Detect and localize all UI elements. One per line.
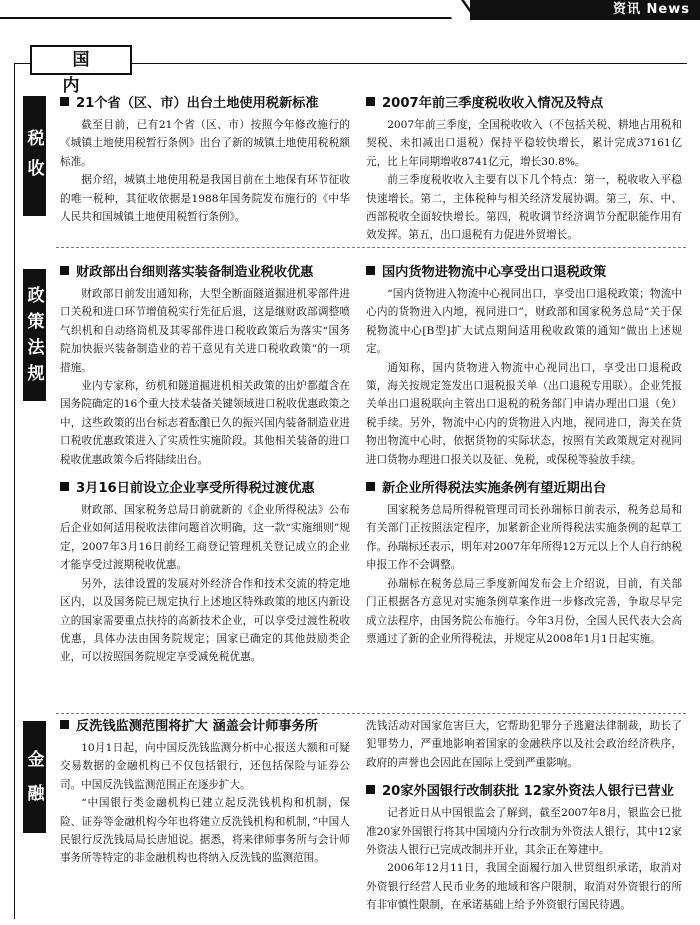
header-bar bbox=[0, 0, 700, 20]
article-anti-money-laundering bbox=[60, 717, 350, 868]
article-title-text: 2007年前三季度税收收入情况及特点 bbox=[382, 96, 604, 111]
article-paragraph: 2006年12月11日，我国全面履行加入世贸组织承诺，取消对外资银行经营人民币业务的地域和客户限制，取消对外资银行的所有非审慎性限制，在承诺基础上给予外资银行国民待遇。 bbox=[366, 862, 682, 912]
article-paragraph: 业内专家称，纺机和隧道掘进机相关政策的出炉都蕴含在国务院确定的16个重大技术装备关键领域进口税收优惠政策之中，这些政策的出台标志着酝酿已久的振兴国内装备制造业进口税收优惠政策进入了实质性实施阶段。其他相关装备的进口税收优惠政策今后将陆续出台。 bbox=[60, 380, 350, 466]
article-title bbox=[60, 717, 350, 737]
article-land-use-tax bbox=[60, 94, 350, 226]
article-paragraph-continued: 洗钱活动对国家危害巨大，它帮助犯罪分子逃避法律制裁，助长了犯罪势力，严重地影响着国家的金融秩序以及社会政治经济秩序，政府的声誉也会因此在国际上受到严重影响。 bbox=[366, 720, 682, 769]
article-paragraph: 据介绍，城镇土地使用税是我国目前在土地保有环节征收的唯一税种，其征收依据是1988年国务院发布施行的《中华人民共和国城镇土地使用税暂行条例》。 bbox=[60, 174, 350, 224]
article-title-text: 反洗钱监测范围将扩大 涵盖会计师事务所 bbox=[76, 719, 318, 734]
article-paragraph: “中国银行类金融机构已建立起反洗钱机构和机制，保险、证券等金融机构今年也将建立反洗钱机构和机制，”中国人民银行反洗钱局局长唐旭说。据悉，将来律师事务所与会计师事务所等特定的非金融机构也将纳入反洗钱的监测范围。 bbox=[60, 797, 350, 865]
section-title: 国 内 bbox=[30, 45, 132, 75]
spacer bbox=[60, 469, 350, 479]
bullet-square-icon bbox=[366, 97, 375, 106]
divider-2 bbox=[56, 713, 686, 714]
article-title-text: 新企业所得税法实施条例有望近期出台 bbox=[382, 481, 607, 497]
section-label-news: 资讯 News bbox=[470, 0, 700, 20]
article-logistics-center-export-rebate bbox=[366, 263, 682, 648]
bullet-square-icon bbox=[60, 482, 69, 491]
bullet-square-icon bbox=[366, 482, 375, 491]
article-title-text: 财政部出台细则落实装备制造业税收优惠 bbox=[76, 265, 314, 280]
article-paragraph: 记者近日从中国银监会了解到，截至2007年8月，银监会已批准20家外国银行将其中国境内分行改制为外资法人银行，其中12家外资法人银行已完成改制并开业，其余正在筹建中。 bbox=[366, 807, 682, 857]
category-label-policy bbox=[23, 269, 46, 401]
divider-1 bbox=[56, 247, 686, 248]
article-paragraph: 截至目前，已有21个省（区、市）按照今年修改施行的《城镇土地使用税暂行条例》出台了新的城镇土地使用税税额标准。 bbox=[60, 119, 350, 168]
article-title bbox=[366, 263, 682, 283]
category-finance-text: 金融 bbox=[27, 750, 45, 804]
article-paragraph: 财政部、国家税务总局日前就新的《企业所得税法》公布后企业如何适用税收法律问题首次明确，这一款“实施细则”规定，2007年3月16日前经工商登记管理机关登记成立的企业才能享受过渡期税收优惠。 bbox=[60, 504, 350, 572]
header-rule bbox=[0, 17, 455, 19]
bullet-square-icon bbox=[60, 266, 69, 275]
article-paragraph: 孙瑞标在税务总局三季度新闻发布会上介绍说，目前，有关部门正根据各方意见对实施条例草案作进一步修改完善，争取尽早完成立法程序，由国务院公布施行。今年3月份，全国人民代表大会高票通过了新的企业所得税法，并规定从2008年1月1日起实施。 bbox=[366, 577, 682, 645]
bullet-square-icon bbox=[60, 720, 69, 729]
article-paragraph: 10月1日起，向中国反洗钱监测分析中心报送大额和可疑交易数据的金融机构已不仅包括银行，还包括保险与证券公司。中国反洗钱监测范围正在逐步扩大。 bbox=[60, 742, 350, 791]
article-paragraph: 前三季度税收收入主要有以下几个特点：第一，税收收入平稳快速增长。第二，主体税种与相关经济发展协调。第三，东、中、西部税收全面较快增长。第四，税收调节经济调节分配职能作用有效发挥。第五，出口退税有力促进外贸增长。 bbox=[366, 174, 682, 242]
article-paragraph: 通知称，国内货物进入物流中心视同出口，享受出口退税政策，海关按规定签发出口退税报关单（出口退税专用联）。企业凭报关单出口退税联向主管出口退税的税务部门申请办理出口退（免）税手续。另外，物流中心内的货物进入内地，视同进口，海关在货物出物流中心时，依据货物的实际状态，按照有关政策规定对视同进口货物办理进口报关以及征、免税，或保税等验放手续。 bbox=[366, 361, 682, 466]
category-tax-text: 税收 bbox=[27, 129, 45, 179]
article-title-text: 21个省（区、市）出台土地使用税新标准 bbox=[76, 96, 319, 111]
article-title bbox=[60, 479, 350, 499]
article-title bbox=[366, 782, 682, 802]
article-paragraph: “国内货物进入物流中心视同出口，享受出口退税政策；物流中心内的货物进入内地，视同进口”，财政部和国家税务总局“关于保税物流中心[B型]扩大试点期间适用税收政策的通知”做出上述规定。 bbox=[366, 288, 682, 356]
article-paragraph: 国家税务总局所得税管理司司长孙瑞标日前表示，税务总局和有关部门正按照法定程序，加紧新企业所得税法实施条例的起草工作。孙瑞标还表示，明年对2007年年所得12万元以上个人自行纳税申报工作不会调整。 bbox=[366, 504, 682, 572]
bullet-square-icon bbox=[366, 785, 375, 794]
bullet-square-icon bbox=[366, 266, 375, 275]
spacer bbox=[366, 469, 682, 479]
bullet-square-icon bbox=[60, 97, 69, 106]
article-title-text: 3月16日前设立企业享受所得税过渡优惠 bbox=[76, 481, 315, 497]
spacer bbox=[366, 772, 682, 782]
article-paragraph: 另外，法律设置的发展对外经济合作和技术交流的特定地区内，以及国务院已规定执行上述地区特殊政策的地区内新设立的国家需要重点扶持的高新技术企业，可以享受过渡性税收优惠，具体办法由国务院规定；国家已确定的其他鼓励类企业，可以按照国务院规定享受减免税优惠。 bbox=[60, 577, 350, 664]
article-title-text: 国内货物进物流中心享受出口退税政策 bbox=[382, 265, 607, 280]
article-foreign-banks-restructuring bbox=[366, 717, 682, 915]
category-policy-text: 政策法规 bbox=[27, 286, 45, 384]
article-title-text: 20家外国银行改制获批 12家外资法人银行已营业 bbox=[382, 784, 674, 800]
article-tax-revenue-q3 bbox=[366, 94, 682, 245]
category-label-finance bbox=[23, 721, 46, 833]
article-title bbox=[60, 263, 350, 283]
article-equipment-tax-preference bbox=[60, 263, 350, 667]
category-label-tax bbox=[23, 96, 46, 216]
article-title bbox=[366, 479, 682, 499]
article-title bbox=[366, 94, 682, 114]
article-paragraph: 财政部日前发出通知称，大型全断面隧道掘进机零部件进口关税和进口环节增值税实行先征后退，这是继财政部调整喷气织机和自动络筒机及其零部件进口税收政策后为落实“国务院加快振兴装备制造业的若干意见有关进口税收政策”的一项措施。 bbox=[60, 288, 350, 374]
article-title bbox=[60, 94, 350, 114]
article-paragraph: 2007年前三季度，全国税收收入（不包括关税、耕地占用税和契税、未扣减出口退税）保持平稳较快增长，累计完成37161亿元，比上年同期增收8741亿元，增长30.8%。 bbox=[366, 119, 682, 168]
